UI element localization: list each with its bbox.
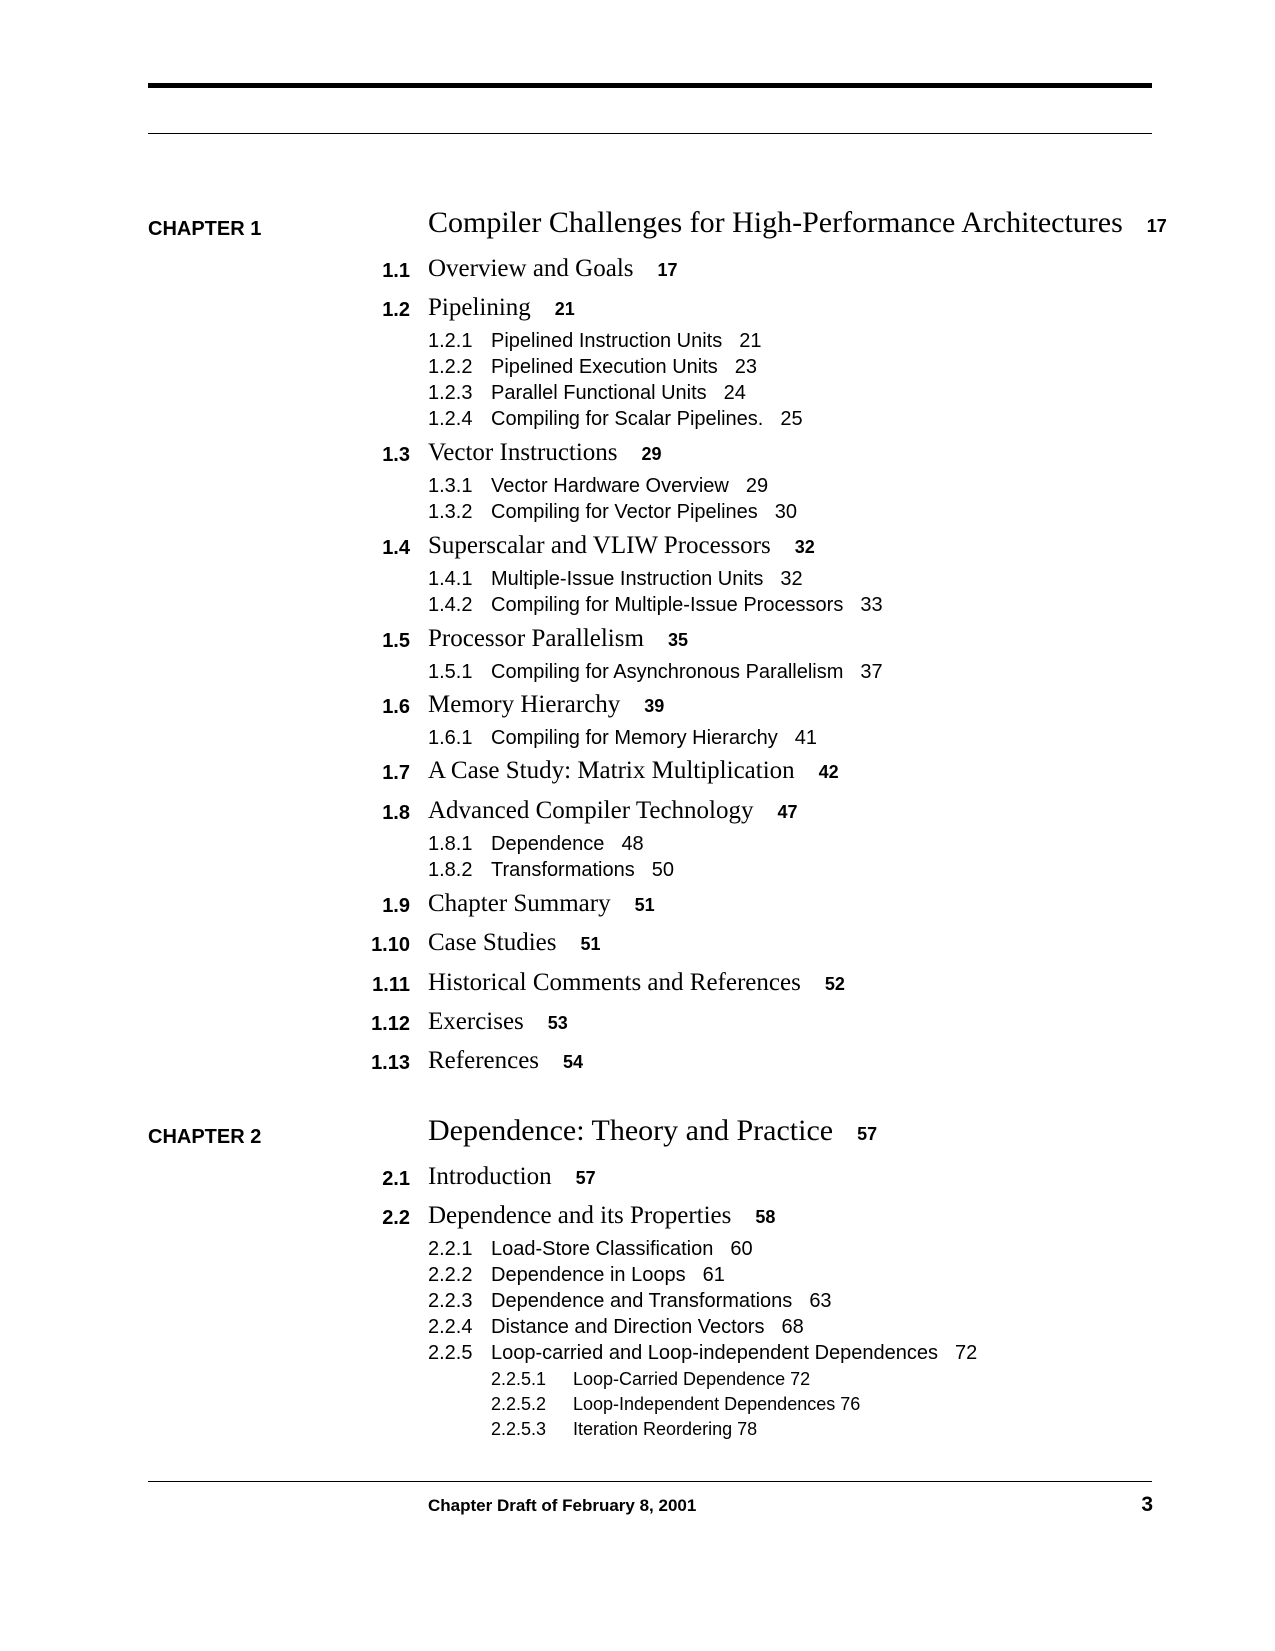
section-page: 29 xyxy=(641,444,662,464)
subsection-page: 68 xyxy=(781,1316,804,1338)
subsection xyxy=(428,1340,977,1366)
header-rule-thick xyxy=(148,83,1152,88)
section-number: 2.1 xyxy=(382,1168,410,1190)
subsection-title: Pipelined Execution Units xyxy=(491,356,718,378)
subsection-title: Loop-carried and Loop-independent Dependences xyxy=(491,1342,939,1364)
section-title xyxy=(428,1007,568,1038)
subsection-number: 2.2.1 xyxy=(428,1238,473,1260)
subsection-number: 1.6.1 xyxy=(428,727,473,749)
subsection-title: Compiling for Scalar Pipelines. xyxy=(491,408,764,430)
footer-draft-note: Chapter Draft of February 8, 2001 xyxy=(428,1496,697,1515)
subsection-page: 48 xyxy=(621,833,644,855)
section-title-text: Pipelining xyxy=(428,294,531,321)
subsubsection xyxy=(491,1367,810,1391)
chapter-title-text: Compiler Challenges for High-Performance Architectures xyxy=(428,206,1123,239)
section-number: 2.2 xyxy=(382,1207,410,1229)
section-number: 1.6 xyxy=(382,696,410,718)
subsection xyxy=(428,1236,753,1262)
subsection xyxy=(428,499,797,525)
section-title-text: Superscalar and VLIW Processors xyxy=(428,532,771,559)
section-title xyxy=(428,531,815,562)
section-title-text: Advanced Compiler Technology xyxy=(428,797,754,824)
section-page: 51 xyxy=(580,934,601,954)
section-title xyxy=(428,293,575,324)
header-rule-thin xyxy=(148,133,1152,134)
section-number: 1.7 xyxy=(382,762,410,784)
section-title xyxy=(428,254,678,285)
subsection-title: Dependence in Loops xyxy=(491,1264,686,1286)
section-page: 57 xyxy=(575,1168,596,1188)
subsection-page: 60 xyxy=(730,1238,753,1260)
subsubsection-page: 72 xyxy=(790,1369,811,1389)
subsection-number: 1.5.1 xyxy=(428,661,473,683)
subsection-number: 1.3.2 xyxy=(428,501,473,523)
chapter-title xyxy=(428,1113,877,1152)
chapter-title-text: Dependence: Theory and Practice xyxy=(428,1114,834,1147)
chapter-label: CHAPTER 2 xyxy=(148,1126,262,1148)
subsection-title: Dependence and Transformations xyxy=(491,1290,793,1312)
subsubsection-title: Loop-Independent Dependences xyxy=(573,1394,836,1414)
subsection-title: Compiling for Memory Hierarchy xyxy=(491,727,778,749)
section-number: 1.9 xyxy=(382,895,410,917)
section-title-text: Memory Hierarchy xyxy=(428,691,621,718)
subsection-title: Distance and Direction Vectors xyxy=(491,1316,765,1338)
subsubsection-title: Iteration Reordering xyxy=(573,1419,733,1439)
subsection xyxy=(428,725,817,751)
section-title xyxy=(428,1201,775,1232)
subsection-title: Pipelined Instruction Units xyxy=(491,330,723,352)
section-number: 1.13 xyxy=(371,1052,410,1074)
section-title xyxy=(428,690,664,721)
subsection-page: 41 xyxy=(794,727,817,749)
chapter-label: CHAPTER 1 xyxy=(148,218,262,240)
subsection-number: 2.2.5 xyxy=(428,1342,473,1364)
section-page: 52 xyxy=(824,974,845,994)
section-number: 1.12 xyxy=(371,1013,410,1035)
subsection xyxy=(428,1314,804,1340)
subsection-page: 37 xyxy=(860,661,883,683)
subsection-title: Compiling for Multiple-Issue Processors xyxy=(491,594,844,616)
subsubsection-page: 78 xyxy=(737,1419,758,1439)
subsection-number: 1.2.1 xyxy=(428,330,473,352)
subsection-number: 2.2.4 xyxy=(428,1316,473,1338)
subsection-number: 1.4.1 xyxy=(428,568,473,590)
footer-rule xyxy=(148,1481,1152,1482)
subsubsection xyxy=(491,1392,860,1416)
section-title-text: Chapter Summary xyxy=(428,890,611,917)
section-number: 1.10 xyxy=(371,934,410,956)
section-number: 1.4 xyxy=(382,537,410,559)
subsection-page: 50 xyxy=(651,859,674,881)
section-title-text: Case Studies xyxy=(428,929,557,956)
subsection-title: Multiple-Issue Instruction Units xyxy=(491,568,764,590)
subsubsection-title: Loop-Carried Dependence xyxy=(573,1369,786,1389)
section-title-text: Dependence and its Properties xyxy=(428,1202,732,1229)
subsection-title: Dependence xyxy=(491,833,605,855)
subsection xyxy=(428,831,644,857)
section-page: 39 xyxy=(644,696,665,716)
section-title xyxy=(428,624,688,655)
section-page: 21 xyxy=(554,299,575,319)
subsection-page: 29 xyxy=(745,475,769,497)
subsection-page: 30 xyxy=(774,501,798,523)
subsubsection-number: 2.2.5.2 xyxy=(491,1394,547,1414)
section-title xyxy=(428,1162,596,1193)
subsection-number: 1.2.2 xyxy=(428,356,473,378)
subsubsection-page: 76 xyxy=(840,1394,861,1414)
section-page: 47 xyxy=(777,802,798,822)
section-page: 42 xyxy=(818,762,839,782)
subsection xyxy=(428,406,803,432)
subsection xyxy=(428,380,746,406)
section-number: 1.3 xyxy=(382,444,410,466)
section-title-text: Introduction xyxy=(428,1163,552,1190)
subsection-page: 33 xyxy=(860,594,883,616)
section-number: 1.8 xyxy=(382,802,410,824)
subsection-page: 61 xyxy=(702,1264,725,1286)
subsection-page: 25 xyxy=(780,408,803,430)
section-title xyxy=(428,968,845,999)
section-page: 35 xyxy=(667,630,688,650)
section-title xyxy=(428,1046,583,1077)
subsection-title: Vector Hardware Overview xyxy=(491,475,729,497)
section-page: 58 xyxy=(755,1207,776,1227)
section-title xyxy=(428,756,839,787)
subsection xyxy=(428,1262,725,1288)
section-page: 53 xyxy=(547,1013,568,1033)
subsection-number: 2.2.3 xyxy=(428,1290,473,1312)
subsection xyxy=(428,592,883,618)
subsection-page: 72 xyxy=(955,1342,978,1364)
chapter-page: 17 xyxy=(1146,216,1167,236)
subsection-number: 1.4.2 xyxy=(428,594,473,616)
subsection xyxy=(428,566,803,592)
section-page: 32 xyxy=(794,537,815,557)
subsection xyxy=(428,354,757,380)
subsection xyxy=(428,328,761,354)
section-title xyxy=(428,889,655,920)
subsection-title: Parallel Functional Units xyxy=(491,382,707,404)
chapter-title xyxy=(428,205,1167,244)
section-title-text: References xyxy=(428,1047,540,1074)
section-title xyxy=(428,796,798,827)
section-number: 1.11 xyxy=(372,974,410,996)
subsection-number: 1.8.1 xyxy=(428,833,473,855)
subsubsection-number: 2.2.5.1 xyxy=(491,1369,547,1389)
subsection-title: Transformations xyxy=(491,859,635,881)
section-title-text: Exercises xyxy=(428,1008,524,1035)
subsection-number: 1.2.4 xyxy=(428,408,473,430)
subsubsection xyxy=(491,1417,757,1441)
subsection-number: 1.2.3 xyxy=(428,382,473,404)
subsection-page: 63 xyxy=(809,1290,832,1312)
section-title xyxy=(428,928,601,959)
section-page: 54 xyxy=(563,1052,584,1072)
subsection xyxy=(428,659,883,685)
subsection-page: 24 xyxy=(723,382,746,404)
page-number: 3 xyxy=(1141,1493,1153,1516)
section-number: 1.1 xyxy=(382,260,410,282)
section-title-text: A Case Study: Matrix Multiplication xyxy=(428,757,795,784)
subsection xyxy=(428,1288,832,1314)
subsection-title: Compiling for Vector Pipelines xyxy=(491,501,758,523)
section-title-text: Overview and Goals xyxy=(428,255,634,282)
section-number: 1.2 xyxy=(382,299,410,321)
section-title-text: Vector Instructions xyxy=(428,439,618,466)
subsection-page: 21 xyxy=(739,330,762,352)
subsection-page: 32 xyxy=(780,568,803,590)
chapter-page: 57 xyxy=(857,1124,878,1144)
subsection-page: 23 xyxy=(734,356,758,378)
subsubsection-number: 2.2.5.3 xyxy=(491,1419,547,1439)
subsection-number: 1.3.1 xyxy=(428,475,473,497)
subsection-title: Compiling for Asynchronous Parallelism xyxy=(491,661,844,683)
section-title-text: Historical Comments and References xyxy=(428,969,801,996)
section-page: 51 xyxy=(634,895,655,915)
section-title xyxy=(428,438,662,469)
subsection-number: 1.8.2 xyxy=(428,859,473,881)
section-page: 17 xyxy=(657,260,678,280)
subsection-title: Load-Store Classification xyxy=(491,1238,714,1260)
subsection xyxy=(428,857,674,883)
subsection xyxy=(428,473,768,499)
section-title-text: Processor Parallelism xyxy=(428,625,644,652)
subsection-number: 2.2.2 xyxy=(428,1264,473,1286)
section-number: 1.5 xyxy=(382,630,410,652)
